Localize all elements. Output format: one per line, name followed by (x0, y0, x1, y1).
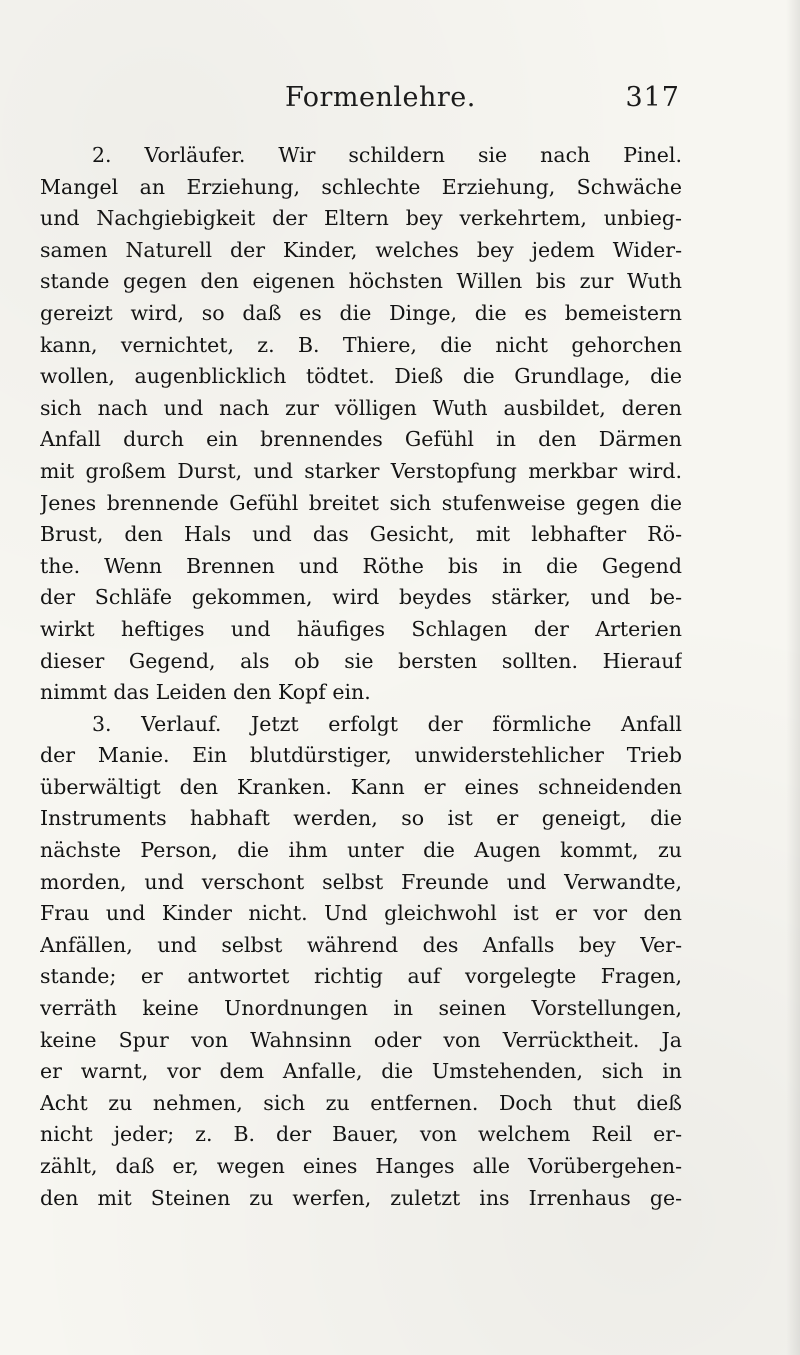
text-line: und Nachgiebigkeit der Eltern bey verkehrtem, unbieg- (40, 206, 682, 231)
text-line: wirkt heftiges und häufiges Schlagen der Arterien (40, 616, 682, 641)
text-line: stande gegen den eigenen höchsten Willen bis zur Wuth (40, 269, 682, 294)
text-line: nimmt das Leiden den Kopf ein. (40, 680, 371, 705)
text-line: Frau und Kinder nicht. Und gleichwohl ist er vor den (40, 901, 682, 926)
text-line: kann, vernichtet, z. B. Thiere, die nicht gehorchen (40, 332, 682, 357)
text-line: gereizt wird, so daß es die Dinge, die es bemeistern (40, 300, 682, 325)
text-line: zählt, daß er, wegen eines Hanges alle Vorübergehen- (40, 1154, 682, 1178)
text-line: dieser Gegend, als ob sie bersten sollten. Hierauf (40, 648, 682, 673)
paragraph-vorlaeufer (40, 140, 682, 709)
text-line: Anfällen, und selbst während des Anfalls bey Ver- (40, 932, 682, 957)
text-line: 2. Vorläufer. Wir schildern sie nach Pinel. (92, 143, 682, 167)
text-line: samen Naturell der Kinder, welches bey jedem Wider- (40, 237, 682, 262)
text-line: er warnt, vor dem Anfalle, die Umstehenden, sich in (40, 1059, 682, 1084)
paragraph-verlauf (40, 709, 682, 1215)
text-line: wollen, augenblicklich tödtet. Dieß die Grundlage, die (40, 364, 682, 389)
running-title: Formenlehre. (285, 82, 476, 113)
text-line: keine Spur von Wahnsinn oder von Verrücktheit. Ja (40, 1027, 682, 1052)
text-line: überwältigt den Kranken. Kann er eines schneidenden (40, 774, 682, 799)
text-line: den mit Steinen zu werfen, zuletzt ins Irrenhaus ge- (40, 1185, 682, 1210)
page-edge-shadow (786, 0, 800, 1355)
text-line: nicht jeder; z. B. der Bauer, von welchem Reil er- (40, 1122, 682, 1147)
text-line: der Schläfe gekommen, wird beydes stärker, und be- (40, 585, 682, 610)
text-line: sich nach und nach zur völligen Wuth ausbildet, deren (40, 395, 682, 420)
text-line: verräth keine Unordnungen in seinen Vorstellungen, (40, 996, 682, 1021)
text-line: Anfall durch ein brennendes Gefühl in den Därmen (40, 427, 682, 452)
running-head (40, 82, 680, 122)
text-line: der Manie. Ein blutdürstiger, unwiderstehlicher Trieb (40, 743, 682, 768)
text-line: nächste Person, die ihm unter die Augen kommt, zu (40, 838, 682, 863)
text-line: the. Wenn Brennen und Röthe bis in die Gegend (40, 553, 682, 578)
text-line: Instruments habhaft werden, so ist er geneigt, die (40, 806, 682, 831)
text-line: mit großem Durst, und starker Verstopfung merkbar wird. (40, 458, 682, 483)
text-line: Acht zu nehmen, sich zu entfernen. Doch thut dieß (40, 1090, 682, 1115)
text-line: Jenes brennende Gefühl breitet sich stufenweise gegen die (40, 490, 682, 515)
text-line: morden, und verschont selbst Freunde und Verwandte, (40, 869, 682, 894)
text-line: Brust, den Hals und das Gesicht, mit lebhafter Rö- (40, 522, 682, 547)
page-number: 317 (625, 82, 680, 113)
text-line: 3. Verlauf. Jetzt erfolgt der förmliche Anfall (92, 711, 682, 736)
text-line: Mangel an Erziehung, schlechte Erziehung, Schwäche (40, 174, 682, 199)
text-line: stande; er antwortet richtig auf vorgelegte Fragen, (40, 964, 682, 989)
body-text (40, 140, 682, 1214)
